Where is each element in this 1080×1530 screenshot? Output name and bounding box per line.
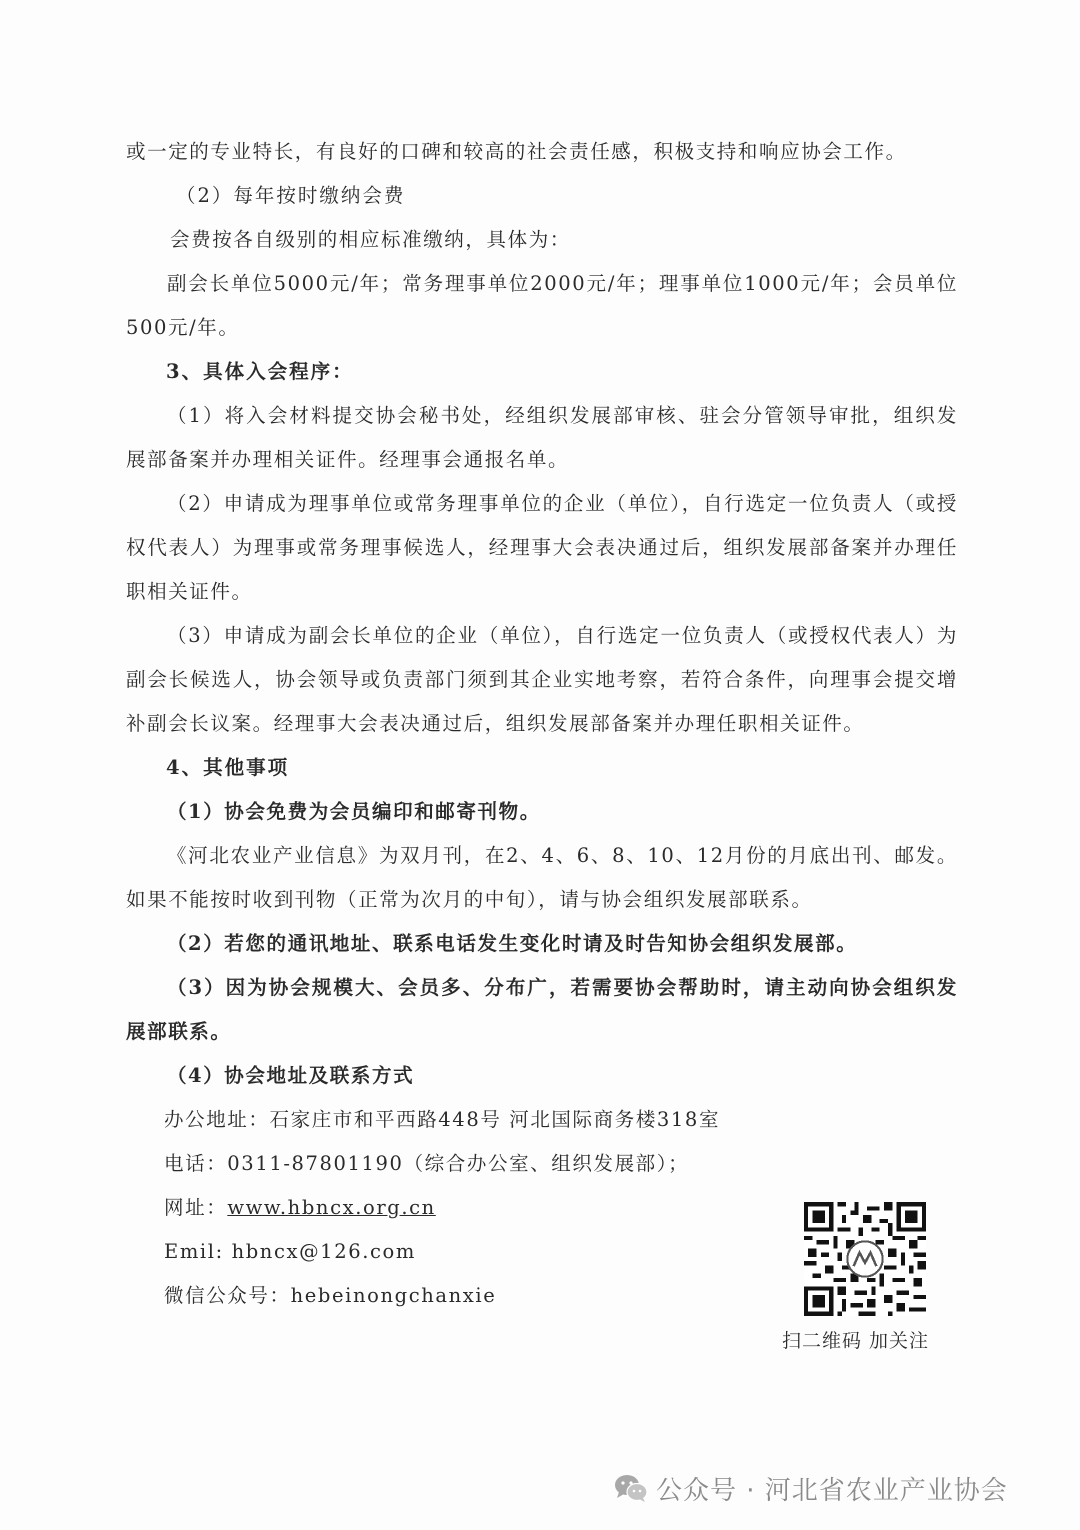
- paragraph-other-1: （1）协会免费为会员编印和邮寄刊物。: [166, 800, 541, 823]
- footer-account-name: 公众号 · 河北省农业产业协会: [656, 1475, 1008, 1506]
- paragraph-procedure-3: （3）申请成为副会长单位的企业（单位），自行选定一位负责人（或授权代表人）为副会长候选人，协会领导或负责部门须到其企业实地考察，若符合条件，向理事会提交增补副会长议案。经理事大会表决通过后，组织发展部备案并办理任职相关证件。: [126, 624, 958, 735]
- contact-email: Emil: hbncx@126.com: [164, 1240, 416, 1263]
- contact-address: 办公地址：石家庄市和平西路448号 河北国际商务楼318室: [164, 1108, 721, 1131]
- contact-website-link[interactable]: www.hbncx.org.cn: [227, 1196, 436, 1219]
- document-body: [126, 130, 958, 1318]
- paragraph-continuation: 或一定的专业特长，有良好的口碑和较高的社会责任感，积极支持和响应协会工作。: [126, 140, 907, 163]
- contact-phone: 电话：0311-87801190（综合办公室、组织发展部）；: [164, 1152, 690, 1175]
- paragraph-publication: 《河北农业产业信息》为双月刊，在2、4、6、8、10、12月份的月底出刊、邮发。如果不能按时收到刊物（正常为次月的中旬），请与协会组织发展部联系。: [126, 844, 958, 911]
- section-other-heading: 4、其他事项: [166, 756, 290, 779]
- qr-code-icon: [804, 1202, 926, 1316]
- wechat-icon: [614, 1473, 648, 1503]
- section-dues-heading: （2）每年按时缴纳会费: [176, 184, 406, 207]
- paragraph-dues-intro: 会费按各自级别的相应标准缴纳，具体为：: [170, 228, 571, 251]
- paragraph-procedure-1: （1）将入会材料提交协会秘书处，经组织发展部审核、驻会分管领导审批，组织发展部备案并办理相关证件。经理事会通报名单。: [126, 404, 958, 471]
- contact-wechat: 微信公众号：hebeinongchanxie: [164, 1284, 497, 1307]
- paragraph-other-4: （4）协会地址及联系方式: [166, 1064, 415, 1087]
- wechat-footer-watermark: [614, 1466, 1008, 1510]
- contact-website-label: 网址：: [164, 1196, 228, 1219]
- paragraph-other-2: （2）若您的通讯地址、联系电话发生变化时请及时告知协会组织发展部。: [166, 932, 858, 955]
- paragraph-procedure-2: （2）申请成为理事单位或常务理事单位的企业（单位），自行选定一位负责人（或授权代表人）为理事或常务理事候选人，经理事大会表决通过后，组织发展部备案并办理任职相关证件。: [126, 492, 958, 603]
- qr-caption: 扫二维码 加关注: [782, 1330, 930, 1352]
- paragraph-other-3: （3）因为协会规模大、会员多、分布广，若需要协会帮助时，请主动向协会组织发展部联系。: [126, 976, 958, 1043]
- section-procedure-heading: 3、具体入会程序：: [166, 360, 354, 383]
- paragraph-dues-rates: 副会长单位5000元/年；常务理事单位2000元/年；理事单位1000元/年；会员单位500元/年。: [126, 272, 958, 339]
